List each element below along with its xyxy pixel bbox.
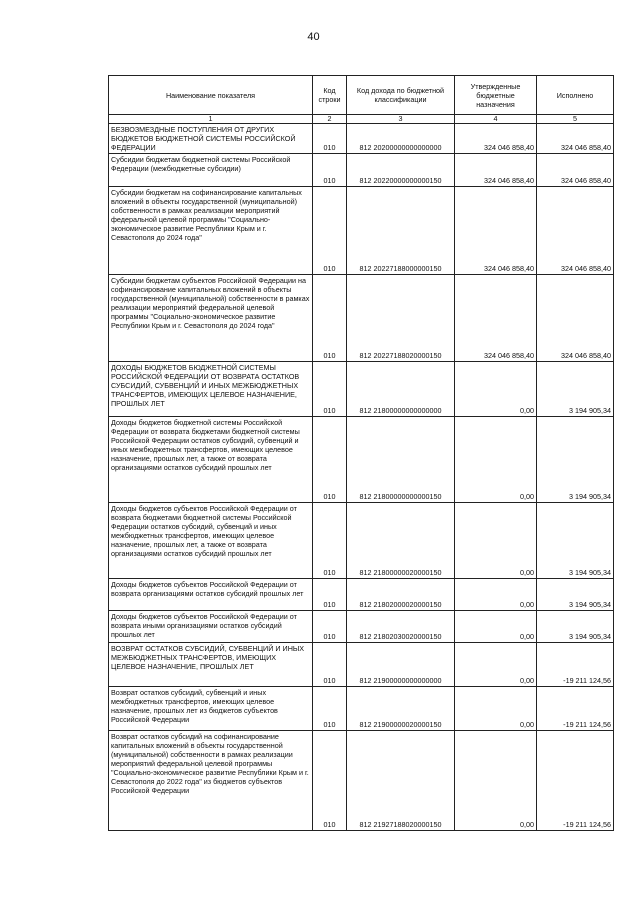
line-code: 010 (313, 643, 347, 687)
column-number-row (109, 115, 614, 124)
line-code: 010 (313, 731, 347, 831)
line-code: 010 (313, 687, 347, 731)
income-code: 812 21800000000000000 (347, 362, 455, 417)
indicator-name: БЕЗВОЗМЕЗДНЫЕ ПОСТУПЛЕНИЯ ОТ ДРУГИХ БЮДЖЕТОВ БЮДЖЕТНОЙ СИСТЕМЫ РОССИЙСКОЙ ФЕДЕРАЦИИ (109, 124, 313, 154)
page-number: 40 (307, 31, 320, 43)
income-code: 812 20220000000000150 (347, 154, 455, 187)
executed-value: 324 046 858,40 (537, 124, 614, 154)
column-number: 5 (537, 115, 614, 124)
indicator-name: Субсидии бюджетам субъектов Российской Федерации на софинансирование капитальных вложений в объекты государственной (муниципальной) собственности в рамках реализации мероприятий федеральной целевой программы "Социально-экономическое развитие Республики Крым и г. Севастополя до 2024 года" (109, 275, 313, 362)
table-row (109, 154, 614, 187)
income-code: 812 20200000000000000 (347, 124, 455, 154)
line-code: 010 (313, 611, 347, 643)
executed-value: 3 194 905,34 (537, 611, 614, 643)
line-code: 010 (313, 362, 347, 417)
approved-value: 0,00 (455, 731, 537, 831)
column-number: 4 (455, 115, 537, 124)
header-income-code: Код дохода по бюджетной классификации (347, 76, 455, 115)
line-code: 010 (313, 124, 347, 154)
executed-value: 3 194 905,34 (537, 579, 614, 611)
indicator-name: Доходы бюджетов бюджетной системы Российской Федерации от возврата бюджетами бюджетной системы Российской Федерации остатков субсидий, субвенций и иных межбюджетных трансфертов, имеющих целевое назначение, прошлых лет, а также от возврата организациями остатков субсидий прошлых лет (109, 417, 313, 503)
table-row (109, 731, 614, 831)
executed-value: 3 194 905,34 (537, 503, 614, 579)
approved-value: 324 046 858,40 (455, 124, 537, 154)
indicator-name: Доходы бюджетов субъектов Российской Федерации от возврата иными организациями остатков субсидий прошлых лет (109, 611, 313, 643)
income-code: 812 21800000020000150 (347, 503, 455, 579)
income-code: 812 21900000000000000 (347, 643, 455, 687)
approved-value: 0,00 (455, 579, 537, 611)
column-number: 1 (109, 115, 313, 124)
approved-value: 324 046 858,40 (455, 275, 537, 362)
table-row (109, 579, 614, 611)
executed-value: 324 046 858,40 (537, 154, 614, 187)
indicator-name: ВОЗВРАТ ОСТАТКОВ СУБСИДИЙ, СУБВЕНЦИЙ И ИНЫХ МЕЖБЮДЖЕТНЫХ ТРАНСФЕРТОВ, ИМЕЮЩИХ ЦЕЛЕВОЕ НАЗНАЧЕНИЕ, ПРОШЛЫХ ЛЕТ (109, 643, 313, 687)
approved-value: 0,00 (455, 687, 537, 731)
table-row (109, 503, 614, 579)
income-code: 812 21802000020000150 (347, 579, 455, 611)
executed-value: 3 194 905,34 (537, 362, 614, 417)
line-code: 010 (313, 275, 347, 362)
table-header-row (109, 76, 614, 115)
indicator-name: Доходы бюджетов субъектов Российской Федерации от возврата бюджетами бюджетной системы Российской Федерации остатков субсидий, субвенций и иных межбюджетных трансфертов, имеющих целевое назначение, прошлых лет, а также от возврата организациями остатков субсидий прошлых лет (109, 503, 313, 579)
table-row (109, 611, 614, 643)
table-row (109, 124, 614, 154)
income-code: 812 20227188020000150 (347, 275, 455, 362)
executed-value: 324 046 858,40 (537, 275, 614, 362)
executed-value: 324 046 858,40 (537, 187, 614, 275)
budget-income-table (108, 75, 614, 831)
line-code: 010 (313, 154, 347, 187)
income-code: 812 20227188000000150 (347, 187, 455, 275)
income-code: 812 21900000020000150 (347, 687, 455, 731)
header-line-code: Код строки (313, 76, 347, 115)
income-code: 812 21927188020000150 (347, 731, 455, 831)
executed-value: -19 211 124,56 (537, 643, 614, 687)
approved-value: 0,00 (455, 503, 537, 579)
table-row (109, 417, 614, 503)
executed-value: -19 211 124,56 (537, 731, 614, 831)
line-code: 010 (313, 187, 347, 275)
column-number: 2 (313, 115, 347, 124)
indicator-name: Возврат остатков субсидий, субвенций и иных межбюджетных трансфертов, имеющих целевое назначение, прошлых лет из бюджетов субъектов Российской Федерации (109, 687, 313, 731)
table-row (109, 643, 614, 687)
indicator-name: Возврат остатков субсидий на софинансирование капитальных вложений в объекты государственной (муниципальной) собственности в рамках реализации мероприятий федеральной целевой программы "Социально-экономическое развитие Республики Крым и г. Севастополя до 2022 года" из бюджетов субъектов Российской Федерации (109, 731, 313, 831)
indicator-name: Доходы бюджетов субъектов Российской Федерации от возврата организациями остатков субсидий прошлых лет (109, 579, 313, 611)
indicator-name: Субсидии бюджетам бюджетной системы Российской Федерации (межбюджетные субсидии) (109, 154, 313, 187)
line-code: 010 (313, 579, 347, 611)
header-executed: Исполнено (537, 76, 614, 115)
header-approved: Утвержденные бюджетные назначения (455, 76, 537, 115)
approved-value: 0,00 (455, 611, 537, 643)
approved-value: 324 046 858,40 (455, 187, 537, 275)
indicator-name: ДОХОДЫ БЮДЖЕТОВ БЮДЖЕТНОЙ СИСТЕМЫ РОССИЙСКОЙ ФЕДЕРАЦИИ ОТ ВОЗВРАТА ОСТАТКОВ СУБСИДИЙ, СУБВЕНЦИЙ И ИНЫХ МЕЖБЮДЖЕТНЫХ ТРАНСФЕРТОВ, ИМЕЮЩИХ ЦЕЛЕВОЕ НАЗНАЧЕНИЕ, ПРОШЛЫХ ЛЕТ (109, 362, 313, 417)
table-row (109, 687, 614, 731)
executed-value: 3 194 905,34 (537, 417, 614, 503)
line-code: 010 (313, 503, 347, 579)
income-code: 812 21800000000000150 (347, 417, 455, 503)
indicator-name: Субсидии бюджетам на софинансирование капитальных вложений в объекты государственной (муниципальной) собственности в рамках реализации мероприятий федеральной целевой программы "Социально-экономическое развитие Республики Крым и г. Севастополя до 2024 года" (109, 187, 313, 275)
table-row (109, 362, 614, 417)
approved-value: 0,00 (455, 643, 537, 687)
approved-value: 0,00 (455, 417, 537, 503)
approved-value: 0,00 (455, 362, 537, 417)
approved-value: 324 046 858,40 (455, 154, 537, 187)
line-code: 010 (313, 417, 347, 503)
column-number: 3 (347, 115, 455, 124)
header-indicator-name: Наименование показателя (109, 76, 313, 115)
executed-value: -19 211 124,56 (537, 687, 614, 731)
table-row (109, 275, 614, 362)
table-row (109, 187, 614, 275)
income-code: 812 21802030020000150 (347, 611, 455, 643)
